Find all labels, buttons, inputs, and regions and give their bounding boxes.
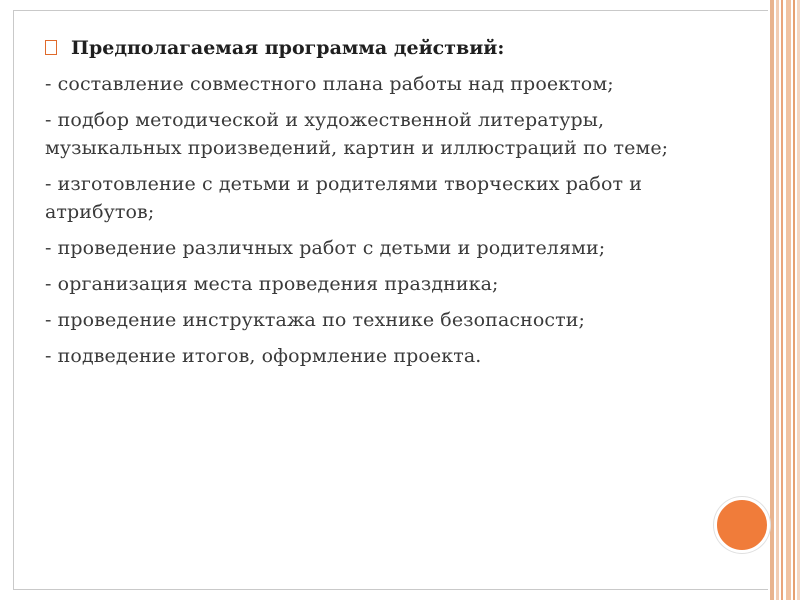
slide-heading — [45, 34, 725, 62]
square-bullet-icon — [45, 40, 57, 55]
accent-circle — [714, 497, 770, 553]
stripe — [793, 0, 795, 600]
list-item: - проведение различных работ с детьми и родителями; — [45, 237, 606, 259]
list-item: - подбор методической и художественной литературы, музыкальных произведений, картин и иллюстраций по теме; — [45, 109, 669, 159]
stripe — [786, 0, 791, 600]
heading-text: Предполагаемая программа действий: — [71, 37, 505, 59]
list-item: - изготовление с детьми и родителями творческих работ и атрибутов; — [45, 173, 643, 223]
list-item: - проведение инструктажа по технике безопасности; — [45, 309, 586, 331]
stripe — [770, 0, 774, 600]
stripe — [781, 0, 783, 600]
list-item: - составление совместного плана работы над проектом; — [45, 73, 614, 95]
list-item: - подведение итогов, оформление проекта. — [45, 345, 482, 367]
slide-content — [45, 34, 725, 378]
stripe — [776, 0, 779, 600]
list-item: - организация места проведения праздника; — [45, 273, 499, 295]
